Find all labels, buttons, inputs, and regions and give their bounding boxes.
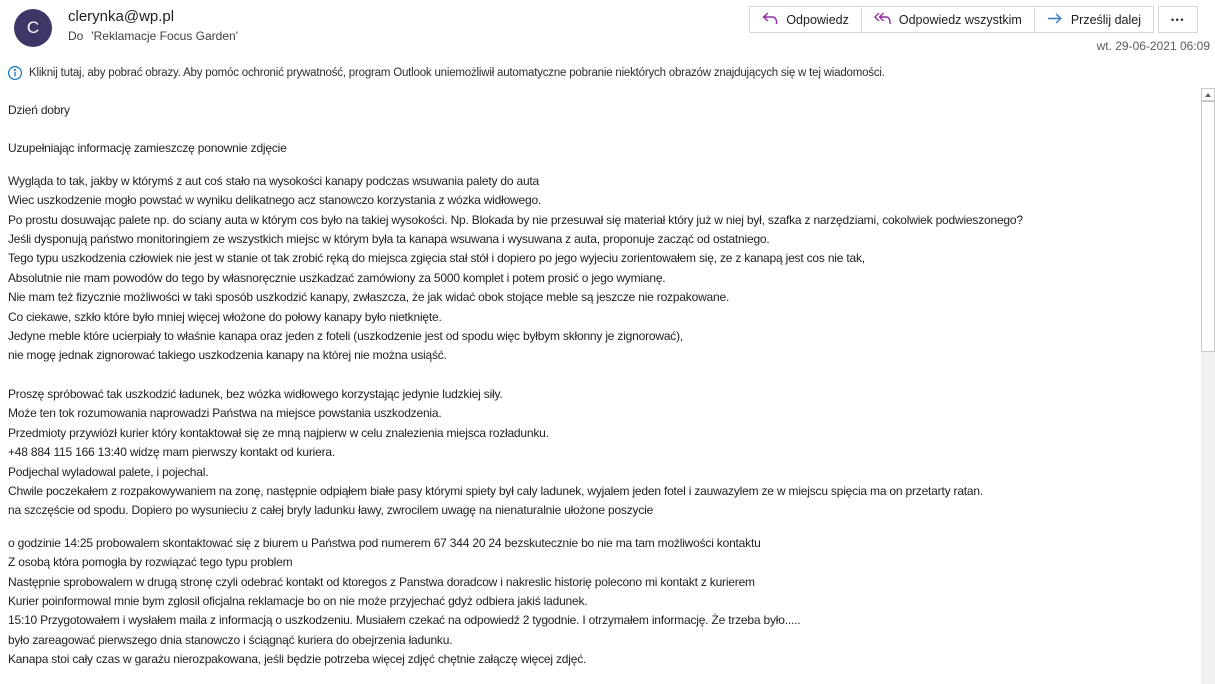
sender-email[interactable]: clerynka@wp.pl (68, 8, 175, 25)
body-line: Chwile poczekałem z rozpakowywaniem na zonę, następnie odpiąłem białe pasy którymi spiety był caly ladunek, wyjalem jeden fotel i zauwazylem ze w miejscu spięcia ma on przetarty ratan. (8, 483, 984, 498)
body-line: Jeśli dysponują państwo monitoringiem ze wszystkich miejsc w którym była ta kanapa wsuwana i wysuwana z auta, proponuje zacząć od ostatniego. (8, 232, 770, 247)
reply-all-label: Odpowiedz wszystkim (898, 12, 1022, 27)
body-line: Co ciekawe, szkło które było mniej więcej włożone do połowy kanapy było nietknięte. (8, 309, 442, 324)
forward-button[interactable] (1034, 6, 1154, 33)
sent-date: wt. 29-06-2021 06:09 (1096, 39, 1210, 53)
body-line: nie mogę jednak zignorować takiego uszkodzenia kanapy na której nie można usiąść. (8, 348, 447, 363)
email-paragraph (8, 139, 1201, 158)
reply-icon (762, 12, 778, 28)
body-line: Następnie sprobowalem w drugą stronę czyli odebrać kontakt od ktoregos z Panstwa doradcow i nakreslic historię polecono mi kontakt z kurierem (8, 574, 755, 589)
scrollbar-thumb[interactable] (1201, 101, 1215, 352)
recipient-name[interactable]: 'Reklamacje Focus Garden' (91, 29, 238, 43)
body-line: Może ten tok rozumowania naprowadzi Państwa na miejsce powstania uszkodzenia. (8, 406, 442, 421)
info-icon (7, 65, 23, 81)
body-line: +48 884 115 166 13:40 widzę mam pierwszy kontakt od kuriera. (8, 445, 335, 460)
to-label: Do (68, 29, 84, 43)
body-line: o godzinie 14:25 probowalem skontaktować się z biurem u Państwa pod numerem 67 344 20 24 bezskutecznie bo nie ma tam możliwości kontaktu (8, 535, 761, 550)
body-line: Uzupełniając informację zamieszczę ponownie zdjęcie (8, 141, 287, 156)
vertical-scrollbar[interactable] (1201, 88, 1215, 684)
forward-icon (1047, 12, 1063, 28)
body-line: Absolutnie nie mam powodów do tego by własnoręcznie uszkadzać zamówiony za 5000 komplet i potem prosić o jego wymianę. (8, 270, 666, 285)
body-line: Kanapa stoi cały czas w garażu nierozpakowana, jeśli będzie potrzeba więcej zdjęć chętnie załączę więcej zdjęć. (8, 652, 587, 667)
infobar-text: Kliknij tutaj, aby pobrać obrazy. Aby pomóc ochronić prywatność, program Outlook uniemożliwił automatyczne pobranie niektórych obrazów znajdujących się w tej wiadomości. (29, 66, 885, 79)
body-line: było zareagować pierwszego dnia stanowczo i ściągnąć kuriera do obejrzenia ładunku. (8, 632, 453, 647)
recipient-line (68, 29, 238, 43)
more-actions-button[interactable] (1158, 6, 1198, 33)
email-paragraph (8, 101, 1201, 120)
body-line: Po prostu dosuwając palete np. do sciany auta w którym cos było na takiej wysokości. Np. Blokada by nie przesuwał się materiał który już w niej był, szafka z narzędziami, cokolwiek podwieszonego? (8, 212, 1023, 227)
body-line: Z osobą która pomogła by rozwiązać tego typu problem (8, 555, 293, 570)
reply-label: Odpowiedz (786, 12, 849, 27)
email-paragraph (8, 385, 1201, 521)
body-line: Kurier poinformowal mnie bym zglosil oficjalna reklamacje bo on nie może przyjechać gdyż odbiera jakiś ladunek. (8, 593, 588, 608)
reply-button[interactable] (749, 6, 862, 33)
email-paragraph (8, 534, 1201, 670)
body-line: Przedmioty przywiózł kurier który kontaktował się ze mną najpierw w celu znalezienia miejsca rozładunku. (8, 425, 549, 440)
body-line: Nie mam też fizycznie możliwości w taki sposób uszkodzić kanapy, zwłaszcza, że jak widać obok stojące meble są jeszcze nie rozpakowane. (8, 290, 730, 305)
body-line: Tego typu uszkodzenia człowiek nie jest w stanie ot tak zrobić ręką do miejsca zgięcia stał stół i dopiero po jego wyjeciu zorientowałem się, ze z kanapą jest cos nie tak, (8, 251, 865, 266)
forward-label: Prześlij dalej (1070, 12, 1141, 27)
triangle-up-icon (1205, 93, 1211, 97)
sender-block (68, 7, 238, 43)
body-line: Wiec uszkodzenie mogło powstać w wyniku delikatnego acz stanowczo korzystania z wózka widłowego. (8, 193, 542, 208)
body-line: Proszę spróbować tak uszkodzić ładunek, bez wózka widłowego korzystając jedynie ludzkiej siły. (8, 386, 503, 401)
email-paragraph (8, 172, 1201, 366)
body-line: na szczęście od spodu. Dopiero po wysunieciu z całej bryly ladunku ławy, zwrocilem uwagę na nienaturalnie ułożone poszycie (8, 503, 654, 518)
avatar[interactable] (14, 9, 52, 47)
body-line: 15:10 Przygotowałem i wysłałem maila z informacją o uszkodzeniu. Musiałem czekać na odpowiedź 2 tygodnie. I otrzymałem informację. Że trzeba było..... (8, 613, 801, 628)
email-body (0, 88, 1201, 684)
message-action-toolbar (749, 6, 1198, 33)
ellipsis-icon: ••• (1171, 14, 1185, 25)
body-line: Dzień dobry (8, 103, 70, 117)
avatar-initial: C (26, 18, 40, 37)
body-line: Jedyne meble które ucierpiały to właśnie kanapa oraz jeden z foteli (uszkodzenie jest od spodu więc byłbym skłonny je zignorować), (8, 329, 684, 344)
body-line: Podjechal wyladowal palete, i pojechal. (8, 464, 209, 479)
download-images-infobar[interactable] (0, 60, 1215, 85)
body-line: Wygląda to tak, jakby w którymś z aut coś stało na wysokości kanapy podczas wsuwania palety do auta (8, 173, 540, 188)
scroll-up-button[interactable] (1201, 88, 1215, 101)
reply-all-icon (874, 12, 891, 28)
reply-all-button[interactable] (861, 6, 1035, 33)
